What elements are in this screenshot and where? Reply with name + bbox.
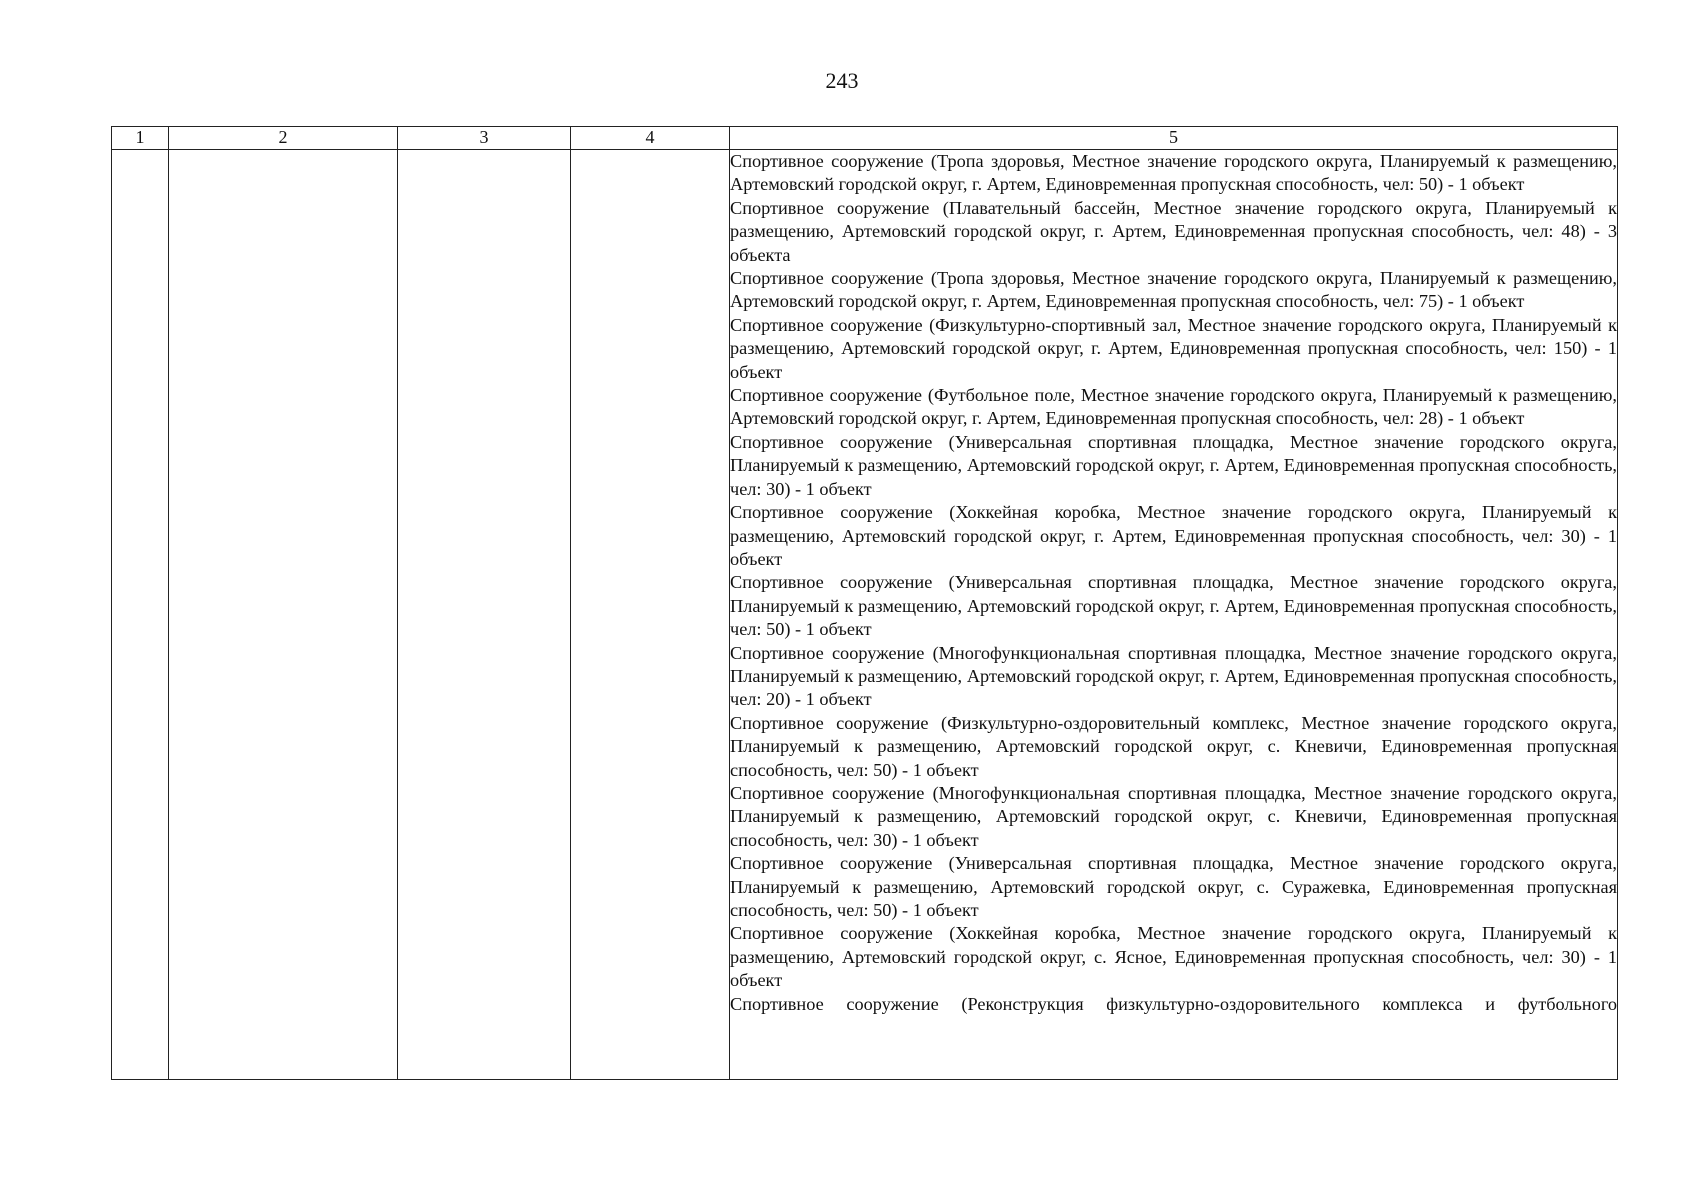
sport-facility-entry: Спортивное сооружение (Универсальная спортивная площадка, Местное значение городского округа, Планируемый к размещению, Артемовский городской округ, г. Артем, Единовременная пропускная способность, чел: 50) - 1 объект	[730, 572, 1617, 640]
cell-col-1	[112, 150, 169, 1080]
sport-facility-entry: Спортивное сооружение (Хоккейная коробка, Местное значение городского округа, Планируемый к размещению, Артемовский городской округ, с. Ясное, Единовременная пропускная способность, чел: 30) - 1 объект	[730, 923, 1617, 991]
sport-facility-entry: Спортивное сооружение (Тропа здоровья, Местное значение городского округа, Планируемый к размещению, Артемовский городской округ, г. Артем, Единовременная пропускная способность, чел: 75) - 1 объект	[730, 268, 1617, 312]
sport-facility-entry: Спортивное сооружение (Физкультурно-спортивный зал, Местное значение городского округа, Планируемый к размещению, Артемовский городской округ, г. Артем, Единовременная пропускная способность, чел: 150) - 1 объект	[730, 314, 1617, 382]
document-table	[111, 126, 1618, 1080]
sport-facility-entry: Спортивное сооружение (Многофункциональная спортивная площадка, Местное значение городского округа, Планируемый к размещению, Артемовский городской округ, с. Кневичи, Единовременная пропускная способность, чел: 30) - 1 объект	[730, 782, 1617, 850]
sport-facility-entry: Спортивное сооружение (Универсальная спортивная площадка, Местное значение городского округа, Планируемый к размещению, Артемовский городской округ, г. Артем, Единовременная пропускная способность, чел: 30) - 1 объект	[730, 431, 1617, 499]
cell-col-2	[169, 150, 398, 1080]
sport-facility-entry: Спортивное сооружение (Универсальная спортивная площадка, Местное значение городского округа, Планируемый к размещению, Артемовский городской округ, с. Суражевка, Единовременная пропускная способность, чел: 50) - 1 объект	[730, 853, 1617, 920]
sport-facility-entry: Спортивное сооружение (Многофункциональная спортивная площадка, Местное значение городского округа, Планируемый к размещению, Артемовский городской округ, г. Артем, Единовременная пропускная способность, чел: 20) - 1 объект	[730, 642, 1617, 710]
column-header-5: 5	[730, 127, 1618, 150]
sport-facility-entry: Спортивное сооружение (Футбольное поле, Местное значение городского округа, Планируемый к размещению, Артемовский городской округ, г. Артем, Единовременная пропускная способность, чел: 28) - 1 объект	[730, 385, 1617, 429]
sport-facility-entry-continued: Спортивное сооружение (Реконструкция физкультурно-оздоровительного комплекса и футбольного	[730, 993, 1617, 1014]
cell-col-5	[730, 150, 1618, 1080]
sport-facility-entry: Спортивное сооружение (Плавательный бассейн, Местное значение городского округа, Планируемый к размещению, Артемовский городской округ, г. Артем, Единовременная пропускная способность, чел: 48) - 3 объекта	[730, 197, 1617, 265]
table-header-row	[112, 127, 1618, 150]
sport-facility-entry: Спортивное сооружение (Физкультурно-оздоровительный комплекс, Местное значение городского округа, Планируемый к размещению, Артемовский городской округ, с. Кневичи, Единовременная пропускная способность, чел: 50) - 1 объект	[730, 712, 1617, 780]
page-number: 243	[825, 68, 859, 93]
sport-facility-entry: Спортивное сооружение (Хоккейная коробка, Местное значение городского округа, Планируемый к размещению, Артемовский городской округ, г. Артем, Единовременная пропускная способность, чел: 30) - 1 объект	[730, 502, 1617, 569]
table-row	[112, 150, 1618, 1080]
column-header-3: 3	[398, 127, 571, 150]
sport-facility-entry: Спортивное сооружение (Тропа здоровья, Местное значение городского округа, Планируемый к размещению, Артемовский городской округ, г. Артем, Единовременная пропускная способность, чел: 50) - 1 объект	[730, 151, 1617, 195]
cell-col-3	[398, 150, 571, 1080]
cell-col-4	[571, 150, 730, 1080]
column-header-1: 1	[112, 127, 169, 150]
column-header-4: 4	[571, 127, 730, 150]
column-header-2: 2	[169, 127, 398, 150]
